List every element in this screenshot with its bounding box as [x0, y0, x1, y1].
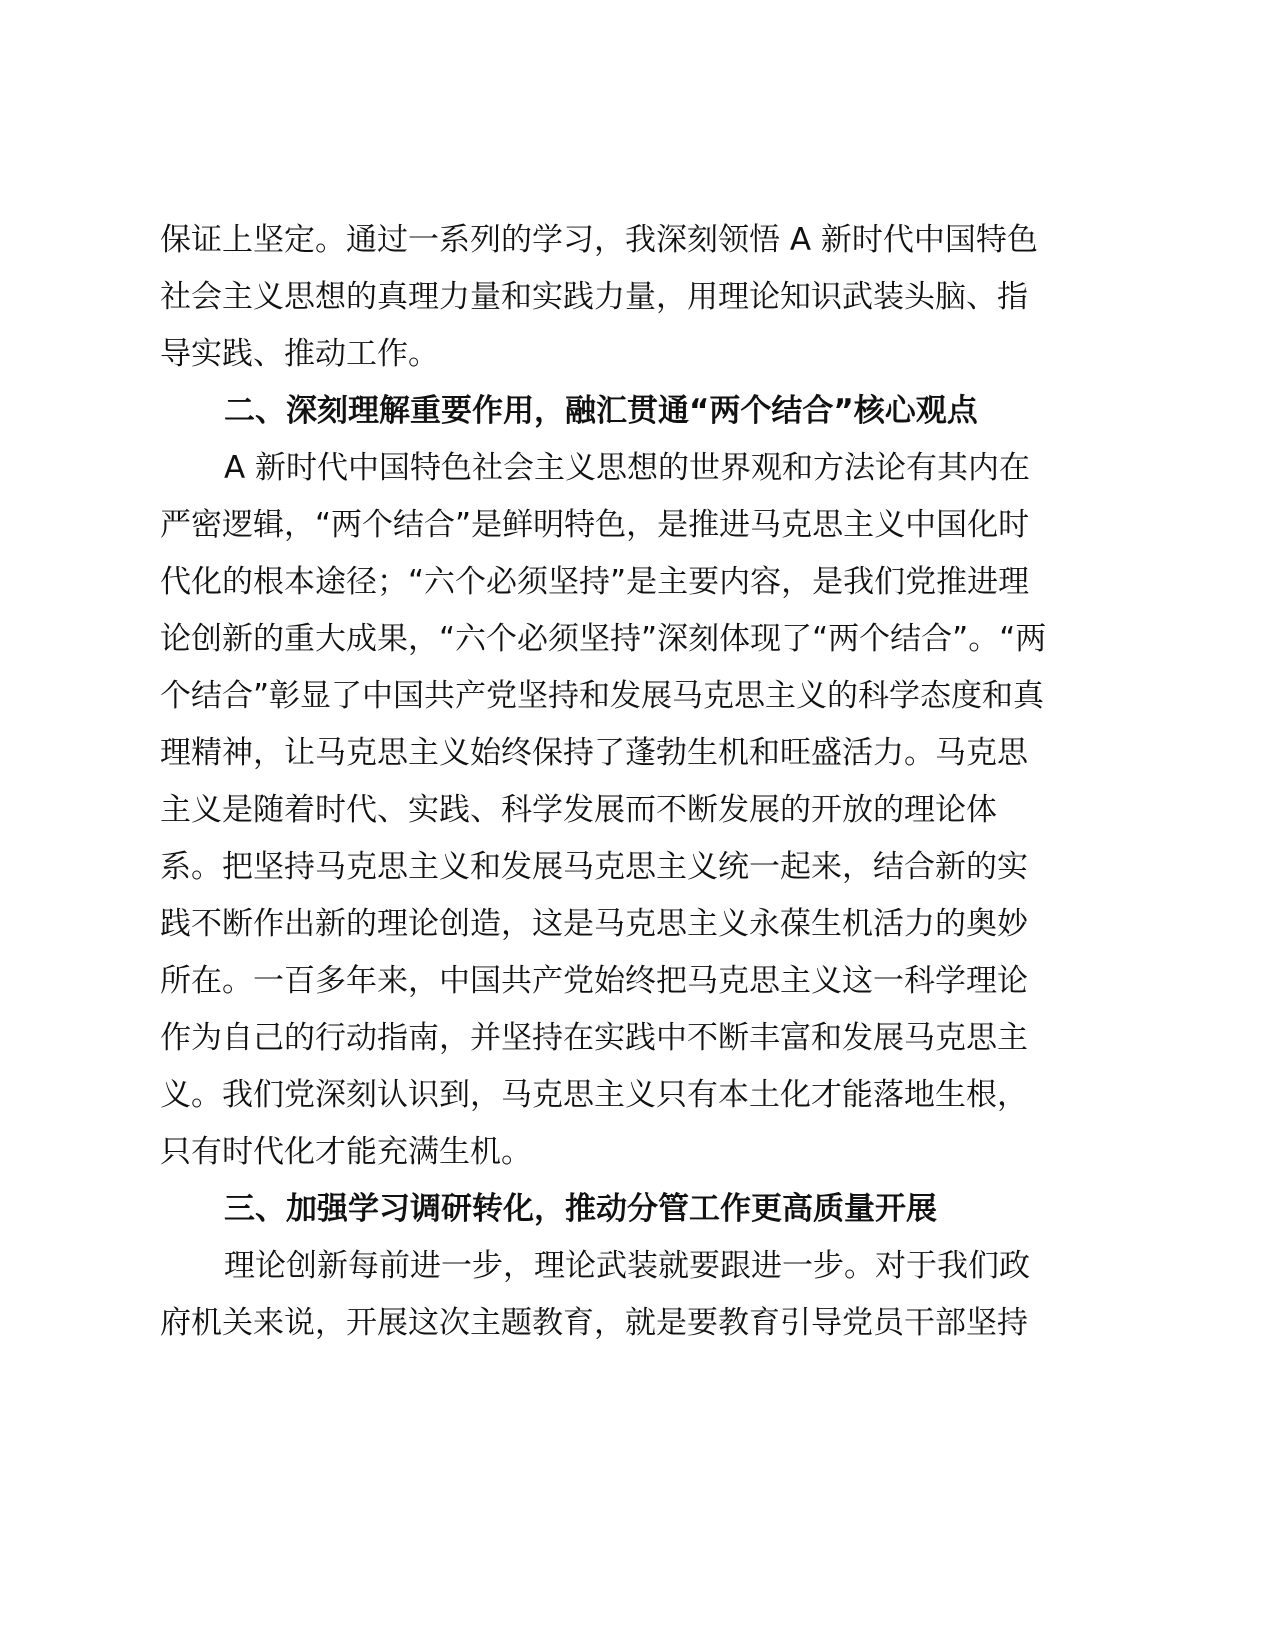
body-text-line: 所在。一百多年来，中国共产党始终把马克思主义这一科学理论 — [160, 963, 1028, 999]
body-text-line: 主义是随着时代、实践、科学发展而不断发展的开放的理论体 — [160, 792, 997, 828]
body-text-line: 论创新的重大成果，“六个必须坚持”深刻体现了“两个结合”。“两 — [160, 621, 1047, 657]
body-text-line: 系。把坚持马克思主义和发展马克思主义统一起来，结合新的实 — [160, 849, 1028, 885]
body-text-line: 社会主义思想的真理力量和实践力量，用理论知识武装头脑、指 — [160, 279, 1028, 315]
body-text-line: 理精神，让马克思主义始终保持了蓬勃生机和旺盛活力。马克思 — [160, 735, 1028, 771]
paragraph-first-line: 理论创新每前进一步，理论武装就要跟进一步。对于我们政 — [224, 1248, 1030, 1284]
body-text-line: 只有时代化才能充满生机。 — [160, 1134, 532, 1170]
body-text-line: 义。我们党深刻认识到，马克思主义只有本土化才能落地生根， — [160, 1077, 1028, 1113]
section-heading-3: 三、加强学习调研转化，推动分管工作更高质量开展 — [224, 1191, 937, 1227]
document-body — [160, 212, 1120, 1352]
body-text-line: 导实践、推动工作。 — [160, 336, 439, 372]
body-text-line: 保证上坚定。通过一系列的学习，我深刻领悟 A 新时代中国特色 — [160, 222, 1038, 258]
body-text-line: 代化的根本途径；“六个必须坚持”是主要内容，是我们党推进理 — [160, 564, 1030, 600]
body-text-line: 府机关来说，开展这次主题教育，就是要教育引导党员干部坚持 — [160, 1305, 1028, 1341]
body-text-line: 个结合”彰显了中国共产党坚持和发展马克思主义的科学态度和真 — [160, 678, 1045, 714]
body-text-line: 作为自己的行动指南，并坚持在实践中不断丰富和发展马克思主 — [160, 1020, 1028, 1056]
body-text-line: 严密逻辑，“两个结合”是鲜明特色，是推进马克思主义中国化时 — [160, 507, 1030, 543]
body-text-line: 践不断作出新的理论创造，这是马克思主义永葆生机活力的奥妙 — [160, 906, 1028, 942]
paragraph-first-line: A 新时代中国特色社会主义思想的世界观和方法论有其内在 — [224, 450, 1031, 486]
section-heading-2: 二、深刻理解重要作用，融汇贯通“两个结合”核心观点 — [224, 393, 978, 429]
